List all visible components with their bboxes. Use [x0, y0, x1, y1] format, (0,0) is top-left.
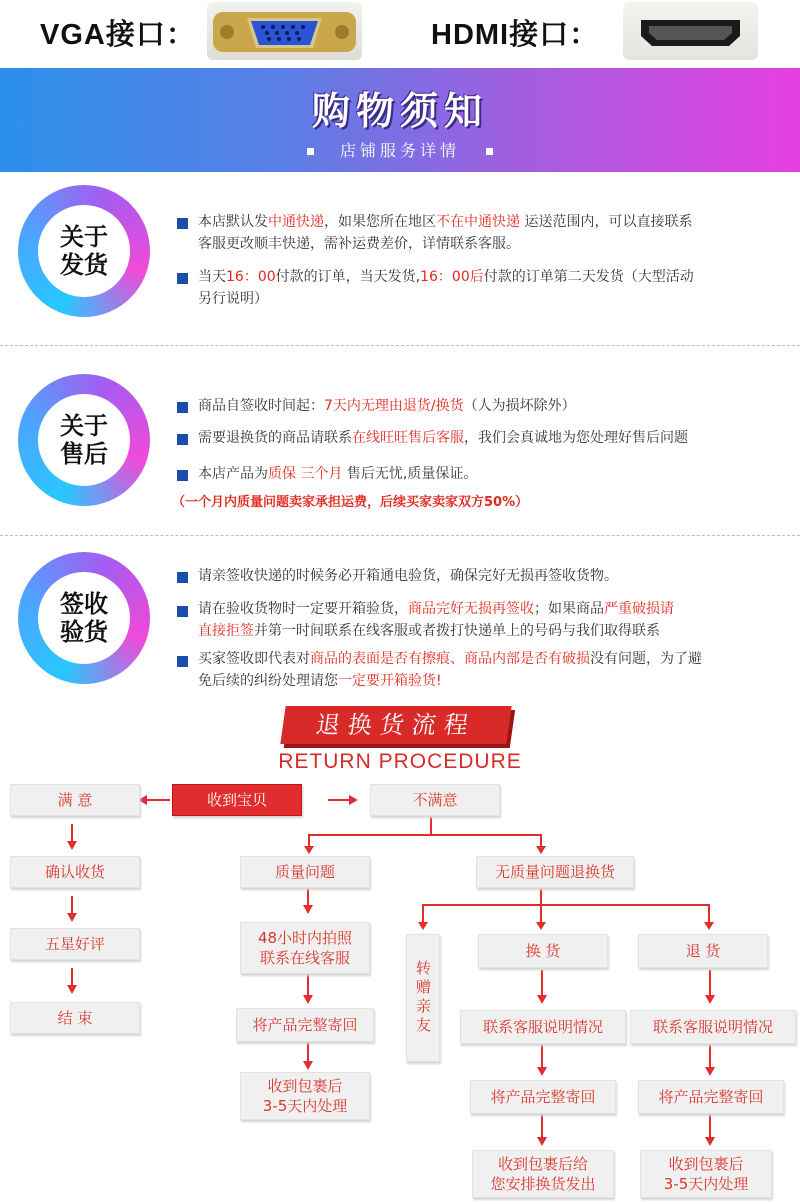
flow-process-line2: 3-5天内处理: [262, 1097, 348, 1115]
bullet-icon: [177, 402, 188, 413]
flow-line: [540, 888, 542, 904]
badge-line1: 关于: [60, 412, 108, 440]
flow-line: [540, 904, 542, 924]
bullet-icon: [177, 434, 188, 445]
receipt-item-3: 买家签收即代表对商品的表面是否有擦痕、商品内部是否有破损没有问题，为了避 免后续的纠纷处理请您一定要开箱验货!: [198, 651, 702, 689]
arrow-down-icon: [704, 1114, 716, 1146]
flow-exchange-done: [472, 1150, 614, 1198]
arrow-down-icon: [536, 970, 548, 1004]
flow-line: [708, 904, 710, 924]
vga-port-image: [207, 2, 362, 60]
arrow-down-icon: [704, 970, 716, 1004]
flow-gift: 转赠亲友: [406, 934, 440, 1062]
flow-refund-done-line1: 收到包裹后: [668, 1155, 744, 1173]
bullet-icon: [177, 656, 188, 667]
badge-line2: 售后: [60, 440, 108, 468]
shipping-badge: [18, 185, 150, 317]
bullet-icon: [177, 572, 188, 583]
arrow-right-icon: [328, 793, 358, 807]
arrow-down-icon: [304, 846, 314, 854]
arrow-down-icon: [302, 974, 314, 1004]
vga-label: VGA接口：: [40, 19, 196, 51]
banner-subtitle-text: 店铺服务详情: [339, 141, 460, 160]
hdmi-port-image: [623, 2, 758, 60]
flow-exchange-done-line1: 收到包裹后给: [497, 1155, 588, 1173]
flow-line: [422, 904, 710, 906]
square-icon: [486, 148, 493, 155]
arrow-left-icon: [138, 793, 172, 807]
receipt-badge: [18, 552, 150, 684]
flow-exchange-done-line2: 您安排换货发出: [490, 1175, 596, 1193]
section-divider: [0, 345, 800, 346]
flow-exchange: 换 货: [478, 934, 608, 968]
arrow-down-icon: [302, 1042, 314, 1070]
flow-photo-line1: 48小时内拍照: [257, 929, 353, 947]
arrow-down-icon: [536, 922, 546, 930]
arrow-down-icon: [536, 846, 546, 854]
flow-unsatisfied: 不满意: [370, 784, 500, 816]
vga-port-icon: [207, 2, 362, 60]
arrow-down-icon: [302, 888, 314, 914]
arrow-down-icon: [704, 1044, 716, 1076]
bullet-icon: [177, 470, 188, 481]
flow-send-back-exchange: 将产品完整寄回: [470, 1080, 616, 1114]
receipt-item-1: 请亲签收快递的时候务必开箱通电验货，确保完好无损再签收货物。: [198, 568, 618, 584]
flow-refund: 退 货: [638, 934, 768, 968]
flow-satisfied: 满 意: [10, 784, 140, 816]
flow-five-star: 五星好评: [10, 928, 140, 960]
procedure-title: 退换货流程: [280, 706, 511, 744]
flow-photo: [240, 922, 370, 974]
badge-line2: 验货: [60, 618, 108, 646]
flow-confirm: 确认收货: [10, 856, 140, 888]
bullet-icon: [177, 606, 188, 617]
badge-line1: 关于: [60, 223, 108, 251]
flow-received: 收到宝贝: [172, 784, 302, 816]
shipping-item-1: 本店默认发中通快递，如果您所在地区不在中通快递 运送范围内，可以直接联系 客服更改顺丰快递，需补运费差价，详情联系客服。: [198, 214, 693, 252]
flow-refund-done-line2: 3-5天内处理: [663, 1175, 749, 1193]
banner-title: 购物须知: [311, 89, 488, 133]
hdmi-port-icon: [623, 2, 758, 60]
arrow-down-icon: [66, 824, 78, 850]
flow-refund-done: [640, 1150, 772, 1198]
arrow-down-icon: [418, 922, 428, 930]
flow-contact-cs-exchange: 联系客服说明情况: [460, 1010, 626, 1044]
receipt-item-2: 请在验收货物时一定要开箱验货，商品完好无损再签收；如果商品严重破损请 直接拒签并第一时间联系在线客服或者拨打快递单上的号码与我们取得联系: [198, 601, 674, 639]
flow-process: [240, 1072, 370, 1120]
flow-quality-issue: 质量问题: [240, 856, 370, 888]
flow-process-line1: 收到包裹后: [267, 1077, 343, 1095]
procedure-subtitle: RETURN PROCEDURE: [278, 750, 522, 773]
bullet-icon: [177, 218, 188, 229]
aftersale-item-2: 需要退换货的商品请联系在线旺旺售后客服，我们会真诚地为您处理好售后问题: [198, 430, 688, 446]
aftersale-item-3: 本店产品为质保 三个月 售后无忧,质量保证。: [198, 466, 478, 482]
arrow-down-icon: [66, 896, 78, 922]
flow-line: [422, 904, 424, 924]
header-banner: [0, 68, 800, 172]
arrow-down-icon: [704, 922, 714, 930]
aftersale-badge: [18, 374, 150, 506]
flow-no-quality-issue: 无质量问题退换货: [476, 856, 634, 888]
aftersale-item-1: 商品自签收时间起：7天内无理由退货/换货（人为损坏除外）: [198, 398, 576, 414]
flow-send-back: 将产品完整寄回: [236, 1008, 374, 1042]
shipping-item-2: 当天16：00付款的订单，当天发货,16：00后付款的订单第二天发货（大型活动 另行说明）: [198, 269, 694, 307]
arrow-down-icon: [536, 1114, 548, 1146]
flow-end: 结 束: [10, 1002, 140, 1034]
bullet-icon: [177, 273, 188, 284]
flow-send-back-refund: 将产品完整寄回: [638, 1080, 784, 1114]
flow-contact-cs-refund: 联系客服说明情况: [630, 1010, 796, 1044]
hdmi-label: HDMI接口：: [431, 19, 600, 51]
flow-photo-line2: 联系在线客服: [259, 949, 350, 967]
flow-line: [430, 814, 432, 834]
badge-line1: 签收: [60, 590, 108, 618]
arrow-down-icon: [536, 1044, 548, 1076]
arrow-down-icon: [66, 968, 78, 994]
aftersale-note: （一个月内质量问题卖家承担运费，后续买家卖家双方50%）: [172, 495, 529, 510]
banner-subtitle: [0, 138, 800, 161]
section-divider: [0, 535, 800, 536]
square-icon: [307, 148, 314, 155]
badge-line2: 发货: [60, 251, 108, 279]
flow-line: [308, 834, 542, 836]
